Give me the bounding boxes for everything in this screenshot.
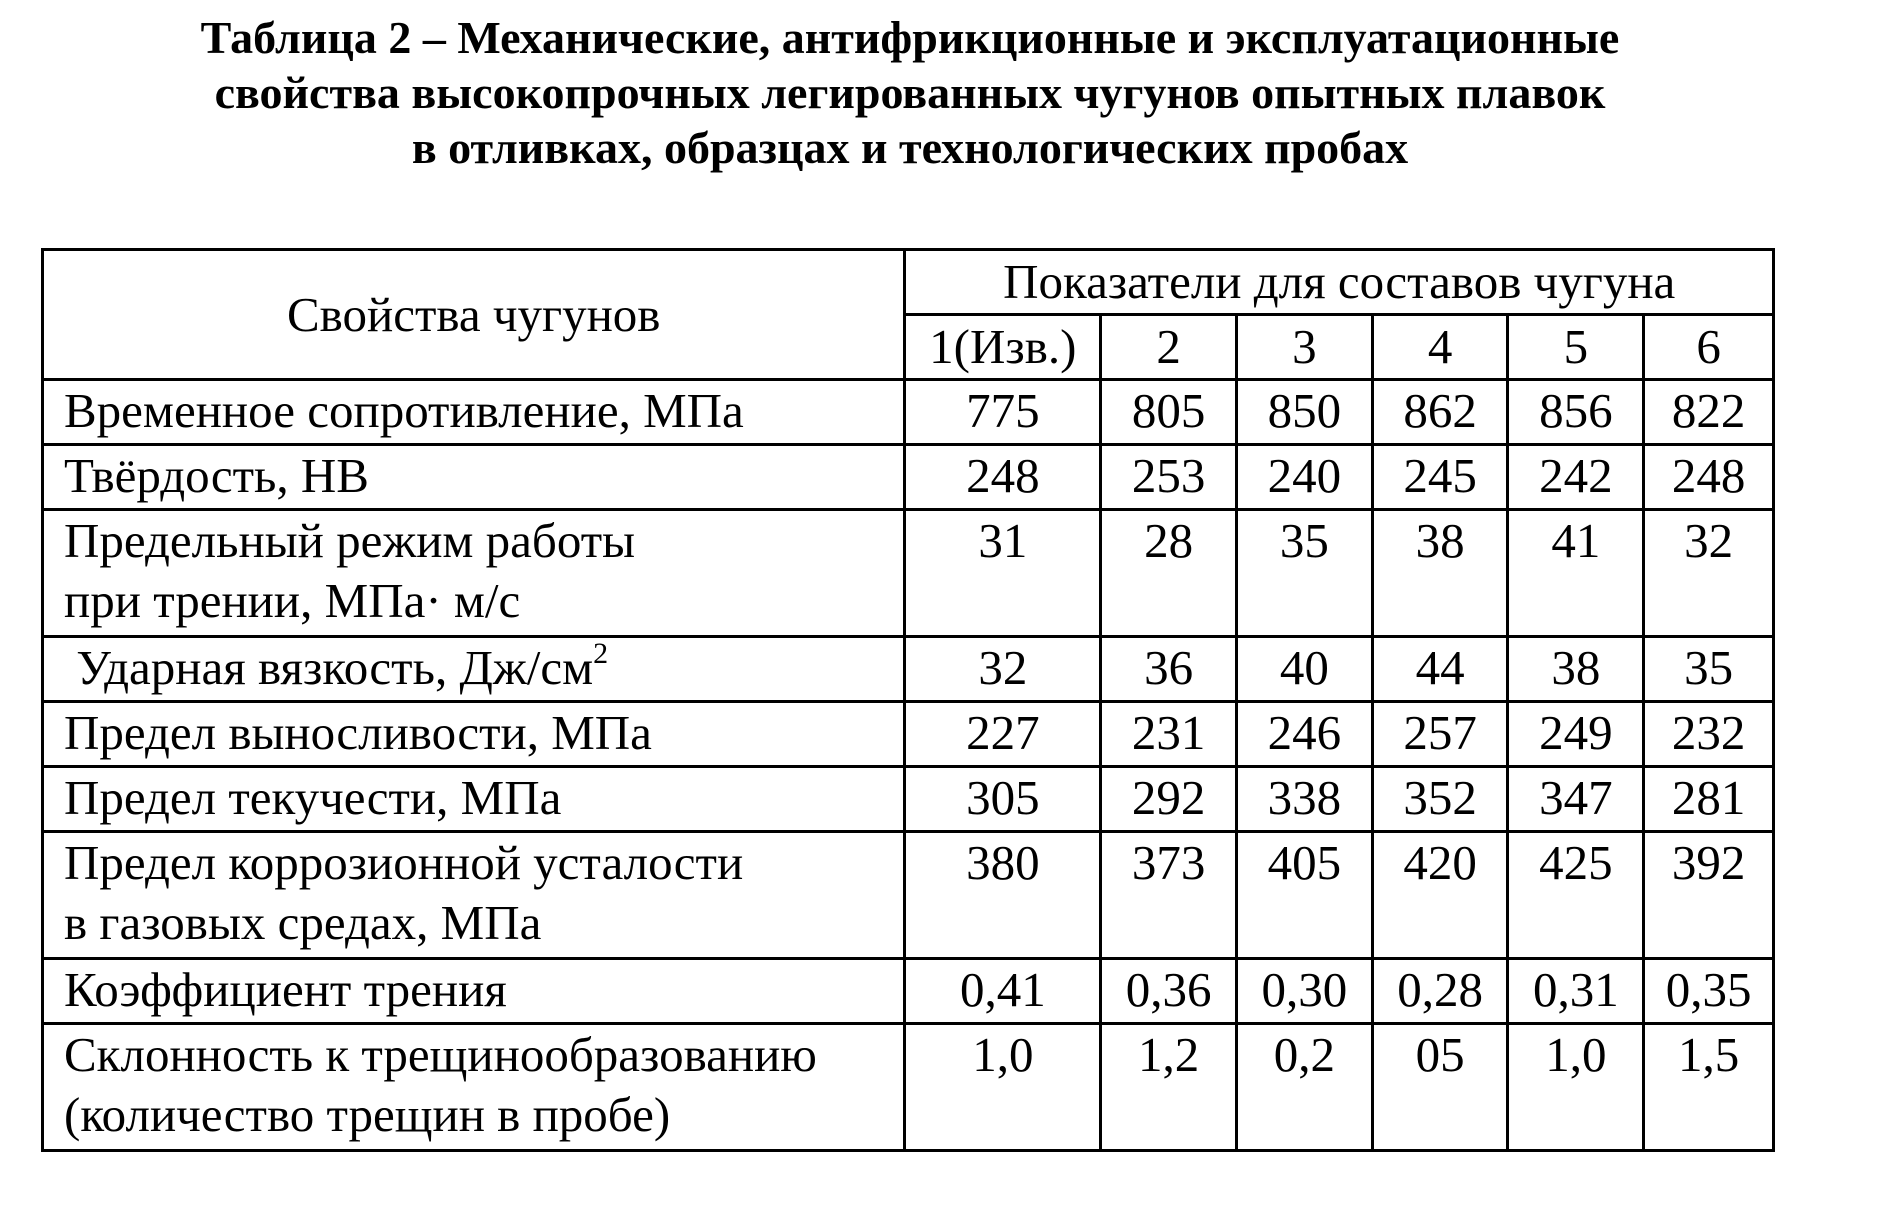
value-cell: 36 [1101,637,1237,702]
value-cell: 246 [1236,702,1372,767]
value-cell: 281 [1644,767,1774,832]
value-cell: 338 [1236,767,1372,832]
composition-header: 5 [1508,315,1644,380]
value-cell: 850 [1236,380,1372,445]
property-cell [43,637,905,702]
value-cell: 28 [1101,510,1237,637]
value-cell: 420 [1372,832,1508,959]
property-text: Ударная вязкость, Дж/см [64,640,594,695]
title-line: в отливках, образцах и технологических пробах [411,122,1409,173]
value-cell: 425 [1508,832,1644,959]
value-cell: 40 [1236,637,1372,702]
property-label: Твёрдость, НВ [64,448,369,503]
value-cell: 1,5 [1644,1024,1774,1151]
property-label: Временное сопротивление, МПа [64,383,744,438]
table-row [43,510,1774,637]
value-cell: 32 [905,637,1101,702]
value-cell: 253 [1101,445,1237,510]
composition-header: 6 [1644,315,1774,380]
table-row [43,1024,1774,1151]
composition-header: 1(Изв.) [905,315,1101,380]
value-cell: 38 [1372,510,1508,637]
value-cell: 392 [1644,832,1774,959]
property-cell [43,767,905,832]
value-cell: 822 [1644,380,1774,445]
property-label: Коэффициент трения [64,962,507,1017]
value-cell: 775 [905,380,1101,445]
value-cell: 257 [1372,702,1508,767]
value-cell: 0,31 [1508,959,1644,1024]
table-row [43,832,1774,959]
composition-header: 3 [1236,315,1372,380]
table-row [43,380,1774,445]
table-title [60,10,1760,175]
value-cell: 232 [1644,702,1774,767]
value-cell: 305 [905,767,1101,832]
property-label: в газовых средах, МПа [64,895,542,950]
property-label: Предельный режим работы [64,513,636,568]
table-row [43,959,1774,1024]
property-label: Предел выносливости, МПа [64,705,652,760]
value-cell: 35 [1644,637,1774,702]
value-cell: 805 [1101,380,1237,445]
value-cell: 292 [1101,767,1237,832]
property-label: Предел коррозионной усталости [64,835,744,890]
value-cell: 242 [1508,445,1644,510]
value-cell: 0,28 [1372,959,1508,1024]
property-column-header: Свойства чугунов [43,250,905,380]
property-label [64,638,903,698]
value-cell: 231 [1101,702,1237,767]
value-cell: 0,41 [905,959,1101,1024]
value-cell: 32 [1644,510,1774,637]
value-cell: 41 [1508,510,1644,637]
property-label: при трении, МПа· м/с [64,573,521,628]
composition-header: 4 [1372,315,1508,380]
header-row [43,250,1774,315]
value-cell: 240 [1236,445,1372,510]
value-cell: 05 [1372,1024,1508,1151]
value-cell: 248 [905,445,1101,510]
value-cell: 44 [1372,637,1508,702]
title-line: Таблица 2 – Механические, антифрикционные и эксплуатационные [200,12,1620,63]
table-row [43,767,1774,832]
value-cell: 38 [1508,637,1644,702]
value-cell: 856 [1508,380,1644,445]
value-cell: 0,30 [1236,959,1372,1024]
property-label: Предел текучести, МПа [64,770,562,825]
value-cell: 1,0 [905,1024,1101,1151]
superscript: 2 [593,636,609,670]
value-cell: 0,2 [1236,1024,1372,1151]
title-line: свойства высокопрочных легированных чугунов опытных плавок [214,67,1606,118]
value-cell: 35 [1236,510,1372,637]
value-cell: 347 [1508,767,1644,832]
property-cell [43,832,905,959]
value-cell: 1,0 [1508,1024,1644,1151]
property-cell [43,1024,905,1151]
value-cell: 862 [1372,380,1508,445]
compositions-group-header: Показатели для составов чугуна [905,250,1774,315]
value-cell: 248 [1644,445,1774,510]
value-cell: 1,2 [1101,1024,1237,1151]
property-label: Склонность к трещинообразованию [64,1027,817,1082]
table-row [43,637,1774,702]
property-cell [43,702,905,767]
value-cell: 380 [905,832,1101,959]
property-cell [43,380,905,445]
property-label: (количество трещин в пробе) [64,1087,671,1142]
value-cell: 227 [905,702,1101,767]
value-cell: 0,36 [1101,959,1237,1024]
properties-table [41,248,1775,1152]
property-cell [43,510,905,637]
value-cell: 245 [1372,445,1508,510]
composition-header: 2 [1101,315,1237,380]
value-cell: 373 [1101,832,1237,959]
value-cell: 249 [1508,702,1644,767]
value-cell: 0,35 [1644,959,1774,1024]
property-cell [43,445,905,510]
value-cell: 352 [1372,767,1508,832]
table-row [43,702,1774,767]
value-cell: 405 [1236,832,1372,959]
table-row [43,445,1774,510]
value-cell: 31 [905,510,1101,637]
property-cell [43,959,905,1024]
